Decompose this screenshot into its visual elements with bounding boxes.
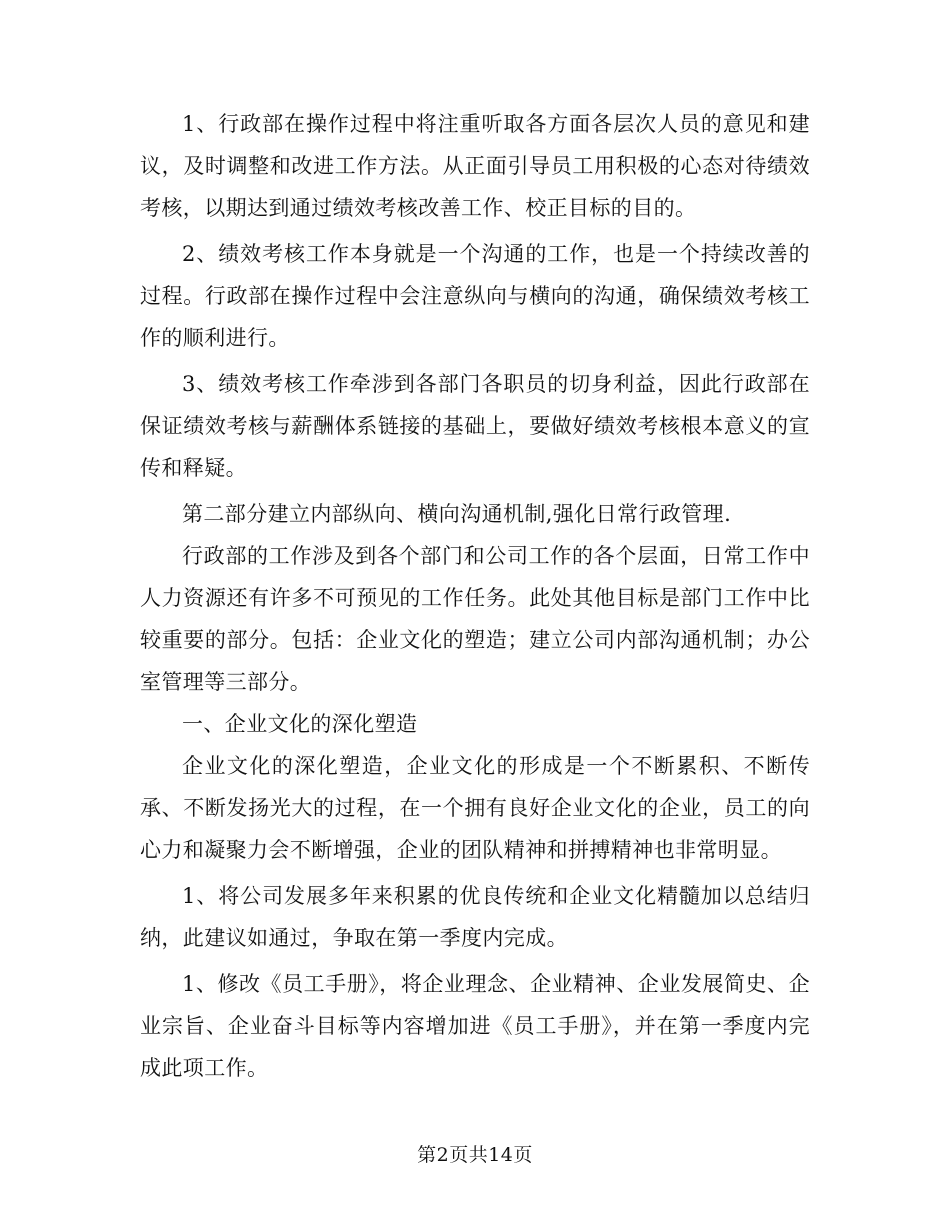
page-number-footer: 第2页共14页	[417, 1144, 533, 1166]
paragraph-2: 2、绩效考核工作本身就是一个沟通的工作，也是一个持续改善的过程。行政部在操作过程中会注意纵向与横向的沟通，确保绩效考核工作的顺利进行。	[140, 242, 810, 350]
paragraph-5: 企业文化的深化塑造，企业文化的形成是一个不断累积、不断传承、不断发扬光大的过程，在一个拥有良好企业文化的企业，员工的向心力和凝聚力会不断增强，企业的团队精神和拼搏精神也非常明显。	[140, 754, 810, 862]
paragraph-4: 行政部的工作涉及到各个部门和公司工作的各个层面，日常工作中人力资源还有许多不可预见的工作任务。此处其他目标是部门工作中比较重要的部分。包括：企业文化的塑造；建立公司内部沟通机制；办公室管理等三部分。	[140, 544, 810, 694]
subsection-heading-culture: 一、企业文化的深化塑造	[182, 712, 418, 736]
paragraph-7: 1、修改《员工手册》，将企业理念、企业精神、企业发展简史、企业宗旨、企业奋斗目标等内容增加进《员工手册》，并在第一季度内完成此项工作。	[140, 972, 810, 1080]
paragraph-6: 1、将公司发展多年来积累的优良传统和企业文化精髓加以总结归纳，此建议如通过，争取在第一季度内完成。	[140, 884, 810, 950]
section-heading-part-two: 第二部分建立内部纵向、横向沟通机制,强化日常行政管理.	[182, 502, 732, 526]
document-body	[140, 103, 810, 1089]
paragraph-3: 3、绩效考核工作牵涉到各部门各职员的切身利益，因此行政部在保证绩效考核与薪酬体系链接的基础上，要做好绩效考核根本意义的宣传和释疑。	[140, 372, 810, 480]
paragraph-1: 1、行政部在操作过程中将注重听取各方面各层次人员的意见和建议，及时调整和改进工作方法。从正面引导员工用积极的心态对待绩效考核，以期达到通过绩效考核改善工作、校正目标的目的。	[140, 112, 810, 220]
